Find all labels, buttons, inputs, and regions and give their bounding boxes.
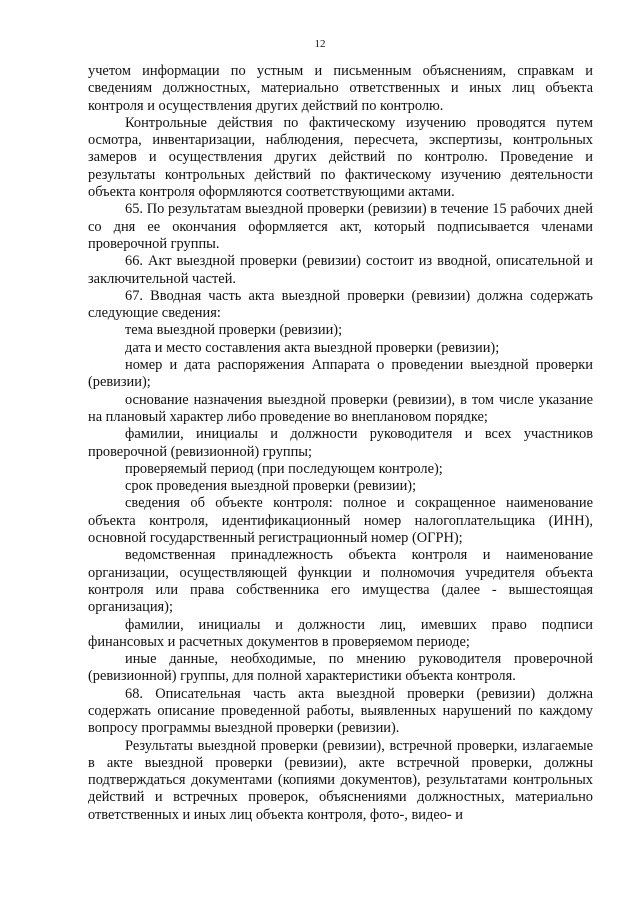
list-item: дата и место составления акта выездной проверки (ревизии);	[125, 339, 500, 356]
list-item: иные данные, необходимые, по мнению руководителя проверочной (ревизионной) группы, для полной характеристики объекта контроля.	[88, 651, 593, 685]
paragraph: Контрольные действия по фактическому изучению проводятся путем осмотра, инвентаризации, наблюдения, пересчета, экспертизы, контрольных замеров и осуществления других действий по контролю. Проведение и результаты контрольных действий по фактическому изучению деятельности объекта контроля оформляются соответствующими актами.	[88, 114, 593, 201]
paragraph: учетом информации по устным и письменным объяснениям, справкам и сведениям должностных, материально ответственных и иных лиц объекта контроля и осуществления других действий по контролю.	[88, 63, 593, 114]
list-item: сведения об объекте контроля: полное и сокращенное наименование объекта контроля, идентификационный номер налогоплательщика (ИНН), основной государственный регистрационный номер (ОГРН);	[88, 495, 593, 547]
paragraph: 67. Вводная часть акта выездной проверки (ревизии) должна содержать следующие сведения:	[88, 287, 593, 322]
list-item: срок проведения выездной проверки (ревизии);	[125, 478, 417, 495]
paragraph: 66. Акт выездной проверки (ревизии) состоит из вводной, описательной и заключительной частей.	[88, 253, 593, 287]
list-item: номер и дата распоряжения Аппарата о проведении выездной проверки (ревизии);	[88, 357, 593, 391]
paragraph: Результаты выездной проверки (ревизии), встречной проверки, излагаемые в акте выездной проверки (ревизии), акте встречной проверки, должны подтверждаться документами (копиями документов), результатами контрольных действий и встречных проверок, объяснениями должностных, материально ответственных и иных лиц объекта контроля, фото-, видео- и	[88, 737, 593, 823]
paragraph: 65. По результатам выездной проверки (ревизии) в течение 15 рабочих дней со дня ее окончания оформляется акт, который подписывается членами проверочной группы.	[88, 201, 593, 252]
page-number: 12	[314, 38, 326, 50]
document-body	[88, 63, 593, 824]
list-item: проверяемый период (при последующем контроле);	[125, 460, 443, 477]
list-item: ведомственная принадлежность объекта контроля и наименование организации, осуществляющей функции и полномочия учредителя объекта контроля или права собственника его имущества (далее - вышестоящая организация);	[88, 547, 593, 616]
list-item: фамилии, инициалы и должности лиц, имевших право подписи финансовых и расчетных документов в проверяемом периоде;	[88, 616, 593, 650]
list-item: основание назначения выездной проверки (ревизии), в том числе указание на плановый характер либо проведение во внеплановом порядке;	[88, 391, 593, 425]
paragraph: 68. Описательная часть акта выездной проверки (ревизии) должна содержать описание проведенной работы, выявленных нарушений по каждому вопросу программы выездной проверки (ревизии).	[88, 685, 593, 737]
list-item: фамилии, инициалы и должности руководителя и всех участников проверочной (ревизионной) группы;	[88, 426, 593, 460]
list-item: тема выездной проверки (ревизии);	[125, 322, 343, 339]
